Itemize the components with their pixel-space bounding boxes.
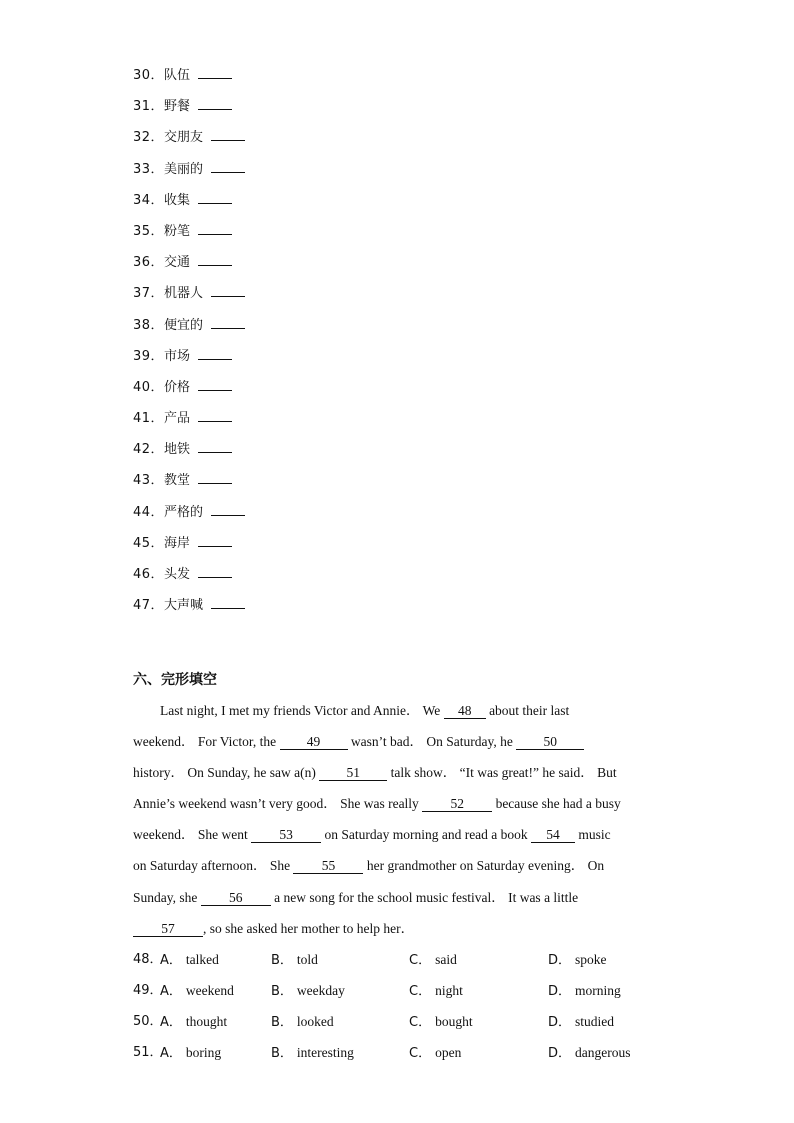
answer-blank[interactable] — [198, 378, 232, 391]
passage-line — [133, 698, 673, 729]
answer-blank[interactable] — [198, 191, 232, 204]
option-text: studied — [575, 1014, 615, 1029]
item-number: 44． — [133, 504, 165, 520]
answer-options — [133, 947, 693, 1071]
option-a[interactable] — [160, 1040, 221, 1067]
question-number: 51． — [133, 1045, 163, 1060]
chinese-word: 交朋友 — [164, 130, 204, 146]
vocab-item-43 — [133, 469, 245, 500]
item-number: 35． — [133, 223, 165, 239]
answer-blank[interactable] — [198, 409, 232, 422]
question-51-options — [133, 1040, 693, 1071]
option-c[interactable] — [409, 978, 463, 1005]
passage-text: wasn’t bad． On Saturday, he — [347, 734, 517, 750]
chinese-word: 严格的 — [164, 504, 204, 520]
vocab-item-33 — [133, 158, 245, 189]
answer-blank[interactable] — [211, 503, 245, 516]
chinese-word: 美丽的 — [164, 161, 204, 177]
chinese-word: 队伍 — [164, 68, 191, 83]
vocab-item-45 — [133, 532, 245, 563]
passage-text: weekend． She went — [133, 827, 252, 843]
passage-line — [133, 885, 673, 916]
option-text: told — [296, 952, 318, 967]
option-letter: D． — [548, 1046, 572, 1061]
blank-53[interactable]: 53 — [251, 828, 321, 843]
blank-54[interactable]: 54 — [531, 828, 575, 843]
option-text: talked — [185, 952, 219, 967]
option-letter: C． — [409, 953, 432, 968]
option-letter: B． — [271, 1046, 293, 1061]
option-letter: D． — [548, 984, 572, 999]
item-number: 43． — [133, 473, 165, 489]
item-number: 47． — [133, 598, 165, 614]
answer-blank[interactable] — [198, 253, 232, 266]
passage-text: on Saturday afternoon． She — [133, 858, 294, 874]
option-text: said — [435, 952, 457, 967]
item-number: 41． — [133, 411, 165, 427]
answer-blank[interactable] — [198, 347, 232, 360]
answer-blank[interactable] — [198, 66, 232, 79]
chinese-word: 地铁 — [164, 442, 191, 458]
answer-blank[interactable] — [198, 565, 232, 578]
item-number: 38． — [133, 317, 165, 333]
passage-text: , so she asked her mother to help her． — [203, 920, 415, 936]
question-number: 50． — [133, 1014, 163, 1029]
passage-line — [133, 916, 673, 947]
passage-text: on Saturday morning and read a book — [321, 827, 532, 843]
vocab-item-32 — [133, 126, 245, 157]
option-letter: A． — [160, 953, 182, 968]
option-text: spoke — [575, 952, 607, 967]
option-b[interactable] — [271, 1040, 354, 1067]
item-number: 31． — [133, 99, 165, 115]
option-a[interactable] — [160, 978, 234, 1005]
vocab-item-36 — [133, 251, 245, 282]
option-a[interactable] — [160, 947, 219, 974]
option-letter: D． — [548, 1015, 572, 1030]
chinese-word: 便宜的 — [164, 317, 204, 333]
chinese-word: 价格 — [164, 379, 191, 395]
passage-text: weekend． For Victor, the — [133, 734, 280, 750]
question-number: 49． — [133, 983, 163, 998]
item-number: 40． — [133, 379, 165, 395]
item-number: 46． — [133, 567, 165, 582]
passage-text: history． On Sunday, he saw a(n) — [133, 765, 320, 781]
answer-blank[interactable] — [198, 440, 232, 453]
chinese-word: 产品 — [164, 411, 191, 427]
vocab-item-42 — [133, 438, 245, 469]
option-d[interactable] — [548, 1009, 614, 1036]
chinese-word: 市场 — [164, 348, 191, 364]
option-letter: B． — [271, 1015, 293, 1030]
option-d[interactable] — [548, 978, 621, 1005]
chinese-word: 教堂 — [164, 473, 191, 489]
option-b[interactable] — [271, 978, 345, 1005]
vocab-item-38 — [133, 314, 245, 345]
chinese-word: 收集 — [164, 192, 191, 208]
answer-blank[interactable] — [198, 471, 232, 484]
passage-text: Last night, I met my friends Victor and Annie． We — [160, 703, 444, 718]
option-b[interactable] — [271, 1009, 334, 1036]
blank-52[interactable]: 52 — [422, 797, 492, 812]
option-text: dangerous — [575, 1045, 631, 1060]
vocab-item-30 — [133, 64, 245, 95]
option-letter: A． — [160, 984, 182, 999]
passage-line — [133, 729, 673, 760]
vocab-item-34 — [133, 189, 245, 220]
vocab-item-47 — [133, 594, 245, 625]
item-number: 32． — [133, 130, 165, 146]
question-49-options — [133, 978, 693, 1009]
option-letter: D． — [548, 953, 572, 968]
chinese-word: 海岸 — [164, 535, 191, 551]
option-c[interactable] — [409, 1040, 461, 1067]
chinese-word: 大声喊 — [164, 598, 204, 614]
option-text: interesting — [296, 1045, 354, 1060]
answer-blank[interactable] — [211, 160, 245, 173]
blank-55[interactable]: 55 — [293, 859, 363, 874]
option-b[interactable] — [271, 947, 318, 974]
blank-49[interactable]: 49 — [280, 735, 348, 750]
passage-text: about their last — [485, 703, 570, 718]
chinese-word: 头发 — [164, 567, 191, 582]
item-number: 34． — [133, 192, 165, 208]
item-number: 45． — [133, 535, 165, 551]
blank-57[interactable]: 57 — [133, 922, 203, 937]
option-d[interactable] — [548, 947, 607, 974]
option-text: looked — [296, 1014, 334, 1029]
option-text: open — [435, 1045, 462, 1060]
chinese-word: 粉笔 — [164, 223, 191, 239]
passage-line — [133, 822, 673, 853]
option-text: weekday — [296, 983, 345, 998]
passage-text: a new song for the school music festival． It was a little — [270, 889, 579, 905]
chinese-word: 野餐 — [164, 99, 191, 115]
option-letter: A． — [160, 1015, 182, 1030]
vocab-item-40 — [133, 376, 245, 407]
answer-blank[interactable] — [198, 97, 232, 110]
vocab-item-46 — [133, 563, 245, 594]
passage-text: Sunday, she — [133, 889, 201, 905]
answer-blank[interactable] — [211, 128, 245, 141]
option-letter: C． — [409, 984, 432, 999]
option-text: weekend — [185, 983, 234, 998]
option-letter: C． — [409, 1015, 432, 1030]
question-number: 48． — [133, 952, 163, 967]
option-c[interactable] — [409, 1009, 473, 1036]
vocab-item-37 — [133, 282, 245, 313]
section-heading: 六、完形填空 — [133, 672, 217, 688]
option-text: night — [435, 983, 463, 998]
answer-blank[interactable] — [198, 534, 232, 547]
option-letter: C． — [409, 1046, 432, 1061]
passage-text: because she had a busy — [492, 796, 621, 812]
answer-blank[interactable] — [211, 284, 245, 297]
blank-56[interactable]: 56 — [201, 891, 271, 906]
passage-line — [133, 760, 673, 791]
chinese-word: 机器人 — [164, 286, 204, 302]
passage-line — [133, 853, 673, 884]
item-number: 33． — [133, 161, 165, 177]
item-number: 42． — [133, 442, 165, 458]
question-48-options — [133, 947, 693, 978]
question-50-options — [133, 1009, 693, 1040]
answer-blank[interactable] — [211, 316, 245, 329]
passage-line — [133, 791, 673, 822]
option-letter: B． — [271, 953, 293, 968]
blank-51[interactable]: 51 — [319, 766, 387, 781]
option-c[interactable] — [409, 947, 457, 974]
item-number: 30． — [133, 68, 165, 83]
item-number: 37． — [133, 286, 165, 302]
answer-blank[interactable] — [211, 596, 245, 609]
option-letter: B． — [271, 984, 293, 999]
option-text: morning — [575, 983, 621, 998]
vocab-item-39 — [133, 345, 245, 376]
passage-text: Annie’s weekend wasn’t very good． She was really — [133, 796, 423, 812]
passage-text: music — [575, 827, 611, 843]
chinese-word: 交通 — [164, 255, 191, 271]
item-number: 36． — [133, 255, 165, 271]
option-letter: A． — [160, 1046, 182, 1061]
option-text: boring — [185, 1045, 222, 1060]
passage-text: her grandmother on Saturday evening． On — [363, 858, 605, 874]
option-text: bought — [435, 1014, 473, 1029]
vocab-item-41 — [133, 407, 245, 438]
option-d[interactable] — [548, 1040, 631, 1067]
cloze-passage — [133, 698, 673, 947]
blank-50[interactable]: 50 — [516, 735, 584, 750]
answer-blank[interactable] — [198, 222, 232, 235]
vocab-item-35 — [133, 220, 245, 251]
vocab-item-31 — [133, 95, 245, 126]
passage-text: talk show． “It was great!” he said． But — [387, 765, 617, 781]
item-number: 39． — [133, 348, 165, 364]
option-a[interactable] — [160, 1009, 227, 1036]
blank-48[interactable]: 48 — [444, 704, 486, 719]
vocabulary-list — [133, 64, 245, 625]
vocab-item-44 — [133, 501, 245, 532]
option-text: thought — [185, 1014, 228, 1029]
